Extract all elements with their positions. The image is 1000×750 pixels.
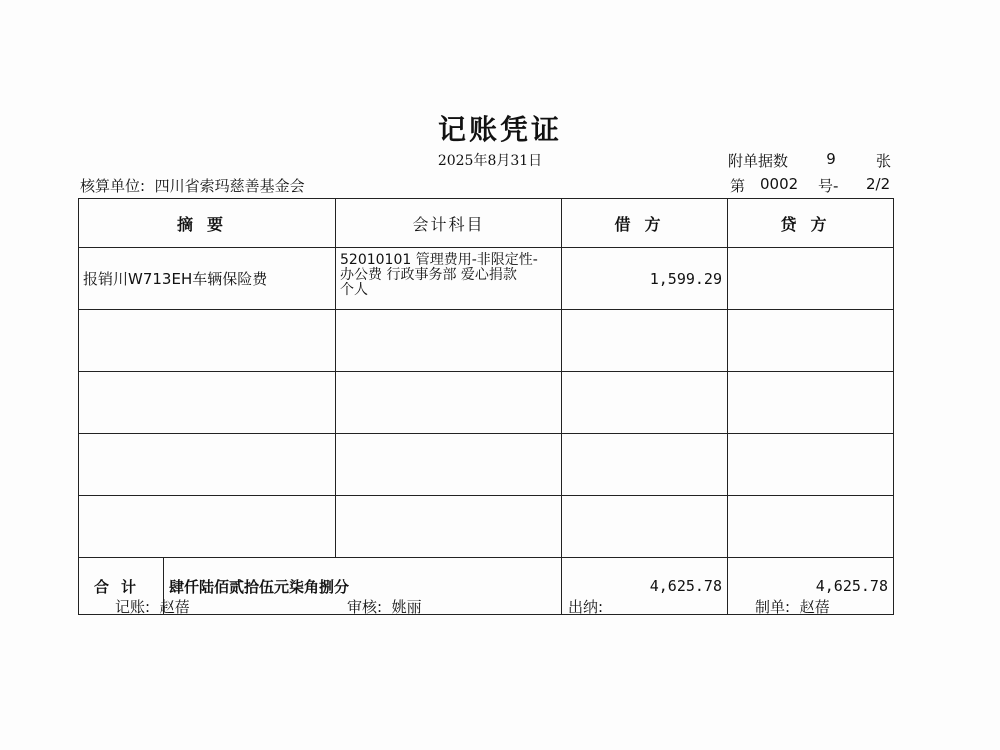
reviewer-label: 审核: <box>347 598 383 616</box>
preparer-label: 制单: <box>755 598 791 616</box>
row-debit: 1,599.29 <box>562 248 728 310</box>
header-summary: 摘要 <box>79 199 336 248</box>
cashier-signature <box>568 596 608 617</box>
total-amount-words: 肆仟陆佰贰拾伍元柒角捌分 <box>164 558 562 615</box>
row-subject <box>336 434 562 496</box>
page-indicator: 2/2 <box>866 175 891 193</box>
table-header <box>79 199 894 248</box>
reviewer-name: 姚丽 <box>391 598 422 616</box>
row-subject <box>336 248 562 310</box>
row-debit <box>562 372 728 434</box>
table-row <box>79 434 894 496</box>
header-credit: 贷方 <box>728 199 894 248</box>
voucher-title: 记账凭证 <box>437 113 562 146</box>
subject-line: 个人 <box>340 282 368 298</box>
attachments-count: 9 <box>826 150 836 168</box>
subject-line: 办公费 行政事务部 爱心捐款 <box>340 267 517 283</box>
table-row <box>79 372 894 434</box>
header-debit: 借方 <box>562 199 728 248</box>
row-subject <box>336 372 562 434</box>
voucher-date: 2025年8月31日 <box>437 153 543 169</box>
row-subject <box>336 310 562 372</box>
row-credit <box>728 434 894 496</box>
row-credit <box>728 248 894 310</box>
row-summary: 报销川W713EH车辆保险费 <box>79 248 336 310</box>
preparer-signature <box>755 596 830 617</box>
attachments-unit: 张 <box>876 152 892 170</box>
unit-label: 核算单位: <box>80 177 146 195</box>
bookkeeper-label: 记账: <box>115 598 151 616</box>
attachments-label: 附单据数 <box>728 152 789 170</box>
reviewer-signature <box>347 596 422 617</box>
header-subject: 会计科目 <box>336 199 562 248</box>
table-row <box>79 310 894 372</box>
preparer-name: 赵蓓 <box>799 598 830 616</box>
row-debit <box>562 496 728 558</box>
row-summary <box>79 496 336 558</box>
row-summary <box>79 434 336 496</box>
row-summary <box>79 372 336 434</box>
row-credit <box>728 372 894 434</box>
unit-name: 四川省索玛慈善基金会 <box>154 177 305 195</box>
row-debit <box>562 434 728 496</box>
total-debit: 4,625.78 <box>562 558 728 615</box>
row-subject <box>336 496 562 558</box>
number-prefix: 第 <box>730 177 746 195</box>
row-credit <box>728 496 894 558</box>
subject-line: 52010101 管理费用-非限定性- <box>340 252 538 268</box>
cashier-label: 出纳: <box>568 598 604 616</box>
total-credit: 4,625.78 <box>728 558 894 615</box>
row-credit <box>728 310 894 372</box>
voucher-table <box>78 198 894 615</box>
bookkeeper-name: 赵蓓 <box>159 598 190 616</box>
row-debit <box>562 310 728 372</box>
table-row <box>79 496 894 558</box>
number-suffix: 号- <box>818 177 839 195</box>
bookkeeper-signature <box>115 596 190 617</box>
number-value: 0002 <box>760 175 799 193</box>
table-row <box>79 248 894 310</box>
accounting-unit <box>80 175 305 196</box>
row-summary <box>79 310 336 372</box>
total-label: 合计 <box>79 558 164 615</box>
